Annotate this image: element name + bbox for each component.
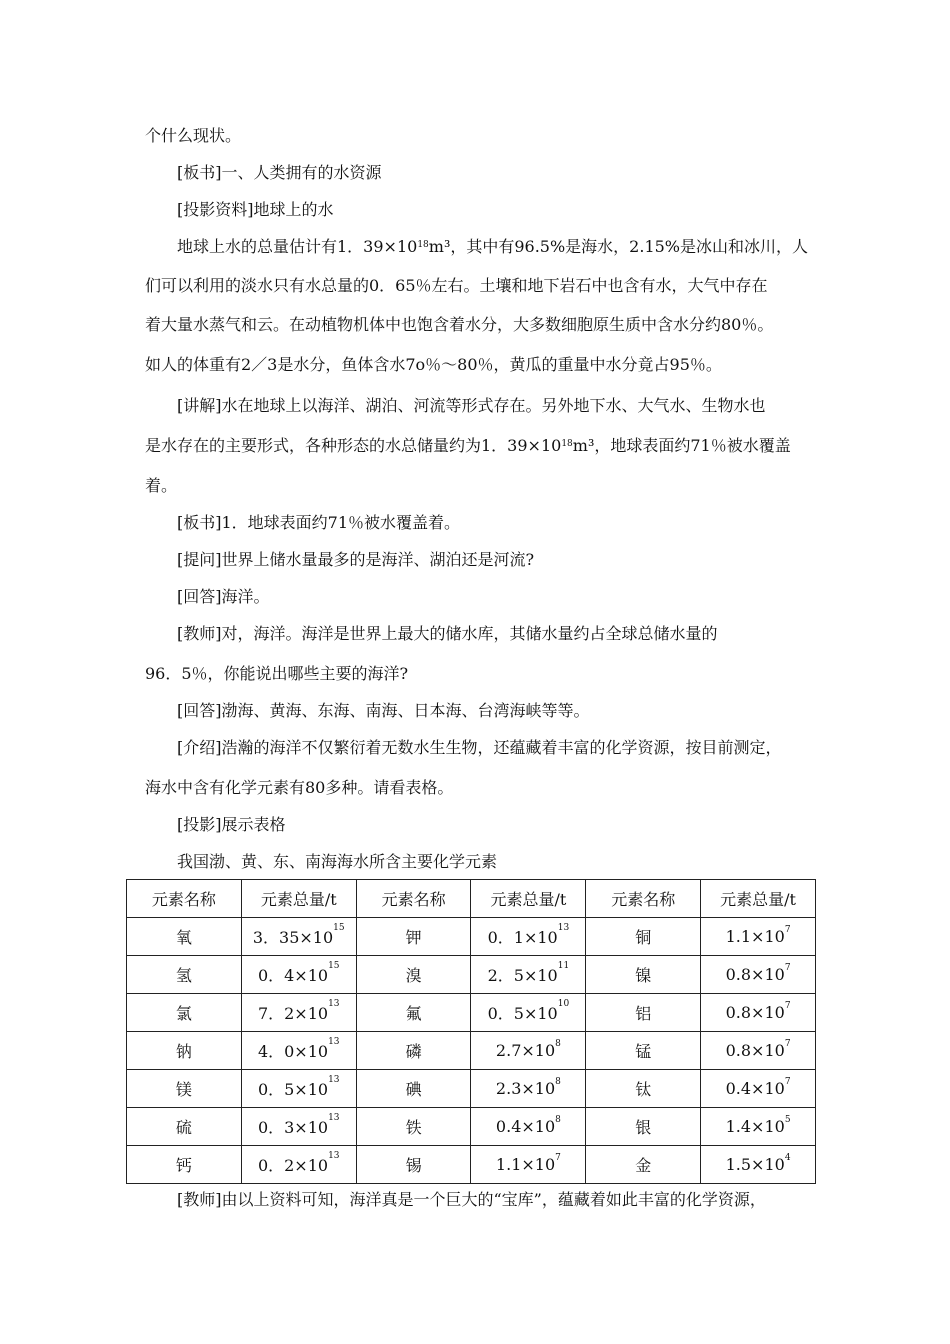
element-amount-cell xyxy=(241,918,356,956)
exponent: 7 xyxy=(784,1039,791,1049)
element-name-cell xyxy=(586,1108,701,1146)
element-name-cell xyxy=(356,1070,471,1108)
cell-text: 银 xyxy=(635,1118,652,1137)
exponent: 4 xyxy=(784,1153,791,1163)
element-amount-cell xyxy=(241,956,356,994)
paragraph-line xyxy=(177,237,847,257)
cell-text: 碘 xyxy=(405,1080,422,1099)
cell-text: 锡 xyxy=(405,1156,422,1175)
exponent: 7 xyxy=(784,1001,791,1011)
exponent: 7 xyxy=(784,1077,791,1087)
element-amount-cell xyxy=(701,1108,816,1146)
cell-text: 0.4×10 xyxy=(495,1117,556,1136)
element-name-cell xyxy=(586,1032,701,1070)
paragraph: [板书]一、人类拥有的水资源 xyxy=(177,163,382,182)
exponent: 11 xyxy=(557,961,570,971)
superscript: 18 xyxy=(561,439,573,449)
element-name-cell xyxy=(127,956,242,994)
paragraph-line: [教师]由以上资料可知，海洋真是一个巨大的“宝库”，蕴藏着如此丰富的化学资源， xyxy=(177,1190,766,1209)
cell-text: 磷 xyxy=(405,1042,422,1061)
cell-text: 0．1×10 xyxy=(487,928,558,947)
cell-text: 3．35×10 xyxy=(252,928,334,947)
table-row xyxy=(127,1146,816,1184)
paragraph-line: 如人的体重有2／3是水分，鱼体含水7o％～80％，黄瓜的重量中水分竟占95％。 xyxy=(145,355,722,374)
element-name-cell xyxy=(586,994,701,1032)
column-header: 元素总量/t xyxy=(471,880,586,918)
paragraph-line: [教师]对，海洋。海洋是世界上最大的储水库，其储水量约占全球总储水量的 xyxy=(177,624,718,643)
element-amount-cell xyxy=(471,956,586,994)
element-amount-cell xyxy=(471,994,586,1032)
cell-text: 7．2×10 xyxy=(257,1004,329,1023)
column-header: 元素总量/t xyxy=(701,880,816,918)
column-header: 元素名称 xyxy=(356,880,471,918)
cell-text: 金 xyxy=(635,1156,652,1175)
cell-text: 2.7×10 xyxy=(495,1041,556,1060)
element-amount-cell xyxy=(241,1032,356,1070)
text-run: 是水存在的主要形式，各种形态的水总储量约为1．39×10 xyxy=(145,436,562,455)
text-run: m³，地球表面约71％被水覆盖 xyxy=(572,436,791,455)
element-amount-cell xyxy=(701,1070,816,1108)
element-name-cell xyxy=(127,1070,242,1108)
element-name-cell xyxy=(356,1032,471,1070)
element-name-cell xyxy=(127,1108,242,1146)
exponent: 8 xyxy=(555,1115,561,1125)
cell-text: 0．5×10 xyxy=(257,1080,329,1099)
paragraph-line: 海水中含有化学元素有80多种。请看表格。 xyxy=(145,778,454,797)
cell-text: 2．5×10 xyxy=(487,966,558,985)
paragraph-line: 着。 xyxy=(145,476,178,495)
element-name-cell xyxy=(127,994,242,1032)
element-name-cell xyxy=(356,956,471,994)
exponent: 8 xyxy=(555,1077,561,1087)
cell-text: 0.8×10 xyxy=(725,965,785,984)
cell-text: 氧 xyxy=(175,928,192,947)
cell-text: 锰 xyxy=(635,1042,652,1061)
paragraph: [提问]世界上储水量最多的是海洋、湖泊还是河流? xyxy=(177,550,535,569)
paragraph-line: 着大量水蒸气和云。在动植物机体中也饱含着水分，大多数细胞原生质中含水分约80％。 xyxy=(145,315,774,334)
cell-text: 铝 xyxy=(635,1004,652,1023)
paragraph-line: [介绍]浩瀚的海洋不仅繁衍着无数水生生物，还蕴藏着丰富的化学资源，按目前测定， xyxy=(177,738,782,757)
exponent: 7 xyxy=(784,963,791,973)
cell-text: 0．4×10 xyxy=(257,966,329,985)
element-amount-cell xyxy=(241,1108,356,1146)
cell-text: 0.8×10 xyxy=(725,1003,785,1022)
exponent: 7 xyxy=(555,1153,561,1163)
paragraph: [板书]1．地球表面约71％被水覆盖着。 xyxy=(177,513,461,532)
cell-text: 1.1×10 xyxy=(725,927,785,946)
exponent: 15 xyxy=(328,961,340,971)
exponent: 7 xyxy=(784,925,791,935)
table-row xyxy=(127,994,816,1032)
element-amount-cell xyxy=(241,994,356,1032)
paragraph: 个什么现状。 xyxy=(145,126,242,145)
cell-text: 溴 xyxy=(405,966,422,985)
element-name-cell xyxy=(356,1146,471,1184)
paragraph-line xyxy=(145,436,815,456)
element-amount-cell xyxy=(471,918,586,956)
element-amount-cell xyxy=(701,956,816,994)
paragraph-line: 96．5％，你能说出哪些主要的海洋? xyxy=(145,664,409,683)
paragraph: [投影]展示表格 xyxy=(177,815,286,834)
cell-text: 镍 xyxy=(635,966,652,985)
exponent: 13 xyxy=(328,1151,340,1161)
cell-text: 2.3×10 xyxy=(495,1079,556,1098)
cell-text: 镁 xyxy=(175,1080,192,1099)
exponent: 13 xyxy=(328,1075,340,1085)
element-name-cell xyxy=(356,1108,471,1146)
element-amount-cell xyxy=(471,1032,586,1070)
paragraph-line: [讲解]水在地球上以海洋、湖泊、河流等形式存在。另外地下水、大气水、生物水也 xyxy=(177,396,766,415)
element-name-cell xyxy=(356,918,471,956)
exponent: 15 xyxy=(333,923,345,933)
superscript: 18 xyxy=(417,240,429,250)
cell-text: 铁 xyxy=(405,1118,422,1137)
cell-text: 硫 xyxy=(175,1118,192,1137)
element-amount-cell xyxy=(471,1108,586,1146)
element-amount-cell xyxy=(241,1146,356,1184)
cell-text: 0．3×10 xyxy=(257,1118,329,1137)
cell-text: 0．5×10 xyxy=(487,1004,558,1023)
table-title: 我国渤、黄、东、南海海水所含主要化学元素 xyxy=(177,852,498,871)
exponent: 10 xyxy=(557,999,570,1009)
column-header: 元素总量/t xyxy=(241,880,356,918)
element-name-cell xyxy=(127,1146,242,1184)
element-name-cell xyxy=(127,918,242,956)
cell-text: 氟 xyxy=(405,1004,422,1023)
table-header-row xyxy=(127,880,816,918)
paragraph: [投影资料]地球上的水 xyxy=(177,200,334,219)
cell-text: 0.4×10 xyxy=(725,1079,785,1098)
cell-text: 0.8×10 xyxy=(725,1041,785,1060)
exponent: 5 xyxy=(784,1115,791,1125)
paragraph: [回答]海洋。 xyxy=(177,587,270,606)
table-row xyxy=(127,918,816,956)
exponent: 13 xyxy=(328,999,340,1009)
element-amount-cell xyxy=(701,1146,816,1184)
element-name-cell xyxy=(127,1032,242,1070)
cell-text: 1.5×10 xyxy=(725,1155,785,1174)
text-run: 地球上水的总量估计有1．39×10 xyxy=(177,237,418,256)
element-amount-cell xyxy=(241,1070,356,1108)
exponent: 8 xyxy=(555,1039,561,1049)
table-row xyxy=(127,1108,816,1146)
paragraph-line: 们可以利用的淡水只有水总量的0．65％左右。土壤和地下岩石中也含有水，大气中存在 xyxy=(145,276,768,295)
cell-text: 铜 xyxy=(635,928,652,947)
table-row xyxy=(127,956,816,994)
element-amount-cell xyxy=(701,1032,816,1070)
element-name-cell xyxy=(586,918,701,956)
cell-text: 钛 xyxy=(635,1080,652,1099)
column-header: 元素名称 xyxy=(127,880,242,918)
text-run: m³，其中有96.5%是海水，2.15%是冰山和冰川，人 xyxy=(428,237,809,256)
element-name-cell xyxy=(586,1070,701,1108)
element-name-cell xyxy=(586,956,701,994)
cell-text: 4．0×10 xyxy=(257,1042,329,1061)
column-header: 元素名称 xyxy=(586,880,701,918)
paragraph: [回答]渤海、黄海、东海、南海、日本海、台湾海峡等等。 xyxy=(177,701,590,720)
element-amount-cell xyxy=(471,1070,586,1108)
exponent: 13 xyxy=(557,923,570,933)
element-amount-cell xyxy=(471,1146,586,1184)
cell-text: 钠 xyxy=(175,1042,192,1061)
cell-text: 钙 xyxy=(175,1156,192,1175)
cell-text: 0．2×10 xyxy=(257,1156,329,1175)
cell-text: 钾 xyxy=(405,928,422,947)
cell-text: 1.1×10 xyxy=(495,1155,556,1174)
table-row xyxy=(127,1070,816,1108)
cell-text: 氢 xyxy=(175,966,192,985)
element-name-cell xyxy=(356,994,471,1032)
table-row xyxy=(127,1032,816,1070)
element-amount-cell xyxy=(701,994,816,1032)
element-name-cell xyxy=(586,1146,701,1184)
cell-text: 氯 xyxy=(175,1004,192,1023)
exponent: 13 xyxy=(328,1037,340,1047)
elements-table xyxy=(126,879,816,1184)
cell-text: 1.4×10 xyxy=(725,1117,785,1136)
element-amount-cell xyxy=(701,918,816,956)
exponent: 13 xyxy=(328,1113,340,1123)
